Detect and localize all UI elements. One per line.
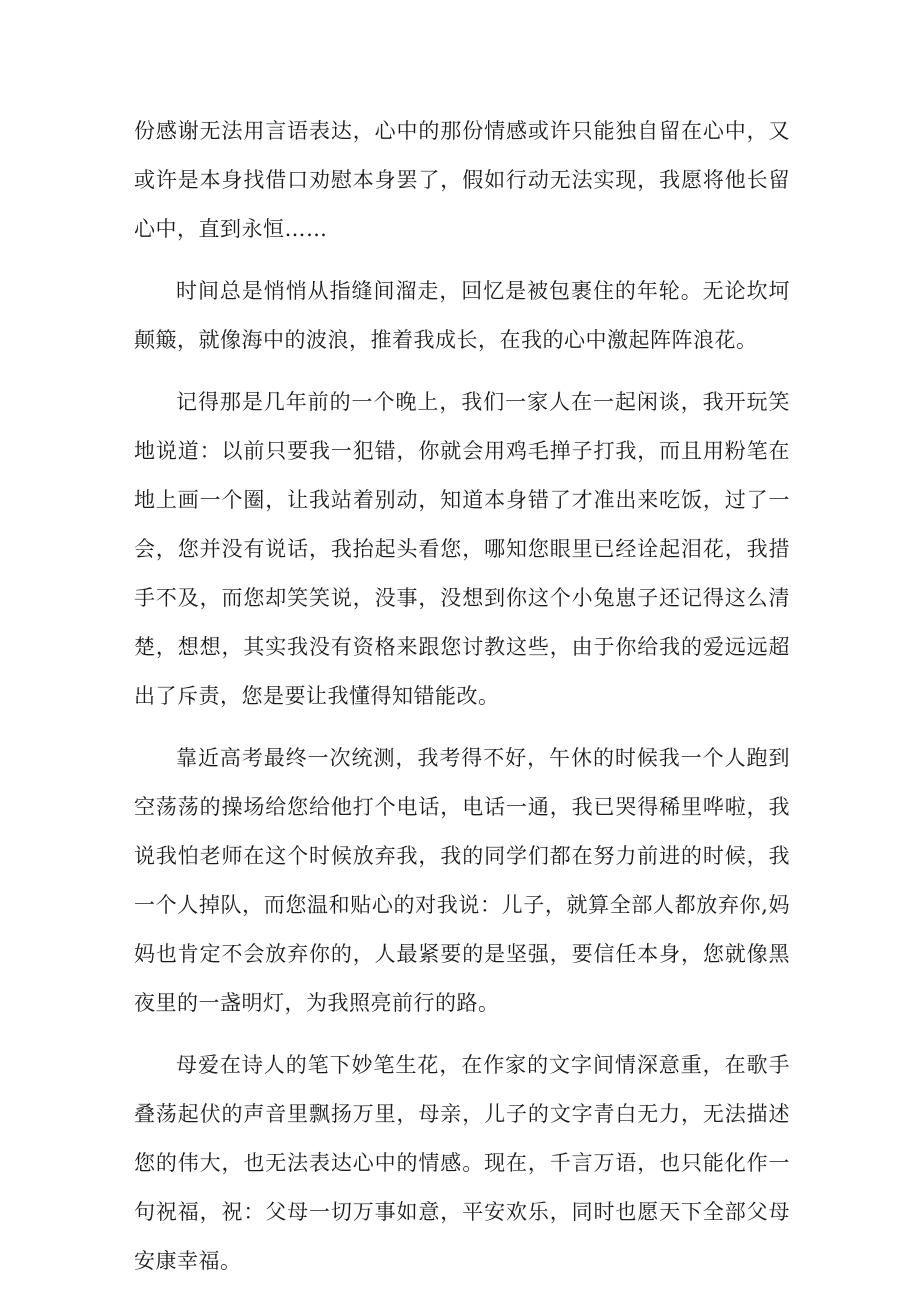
paragraph-closing: 母爱在诗人的笔下妙笔生花，在作家的文字间情深意重，在歌手叠荡起伏的声音里飘扬万里，母亲，儿子的文字青白无力，无法描述您的伟大，也无法表达心中的情感。现在，千言万语，也只能化作一句祝福，祝：父母一切万事如意，平安欢乐，同时也愿天下全部父母安康幸福。 xyxy=(134,1053,790,1273)
paragraph-exam: 靠近高考最终一次统测，我考得不好，午休的时候我一个人跑到空荡荡的操场给您给他打个电话，电话一通，我已哭得稀里哗啦，我说我怕老师在这个时候放弃我，我的同学们都在努力前进的时候，我一个人掉队，而您温和贴心的对我说：儿子，就算全部人都放弃你,妈妈也肯定不会放弃你的，人最紧要的是坚强，要信任本身，您就像黑夜里的一盏明灯，为我照亮前行的路。 xyxy=(134,746,790,1015)
paragraph-memory: 记得那是几年前的一个晚上，我们一家人在一起闲谈，我开玩笑地说道：以前只要我一犯错，你就会用鸡毛掸子打我，而且用粉笔在地上画一个圈，让我站着别动，知道本身错了才准出来吃饭，过了一会，您并没有说话，我抬起头看您，哪知您眼里已经诠起泪花，我措手不及，而您却笑笑说，没事，没想到你这个小兔崽子还记得这么清楚，想想，其实我没有资格来跟您讨教这些，由于你给我的爱远远超出了斥责，您是要让我懂得知错能改。 xyxy=(134,390,790,708)
document-body xyxy=(134,107,790,1299)
paragraph-time: 时间总是悄悄从指缝间溜走，回忆是被包裹住的年轮。无论坎坷颠簸，就像海中的波浪，推着我成长，在我的心中激起阵阵浪花。 xyxy=(134,279,790,352)
paragraph-continued: 份感谢无法用言语表达，心中的那份情感或许只能独自留在心中，又或许是本身找借口劝慰本身罢了，假如行动无法实现，我愿将他长留心中，直到永恒…… xyxy=(134,119,790,241)
